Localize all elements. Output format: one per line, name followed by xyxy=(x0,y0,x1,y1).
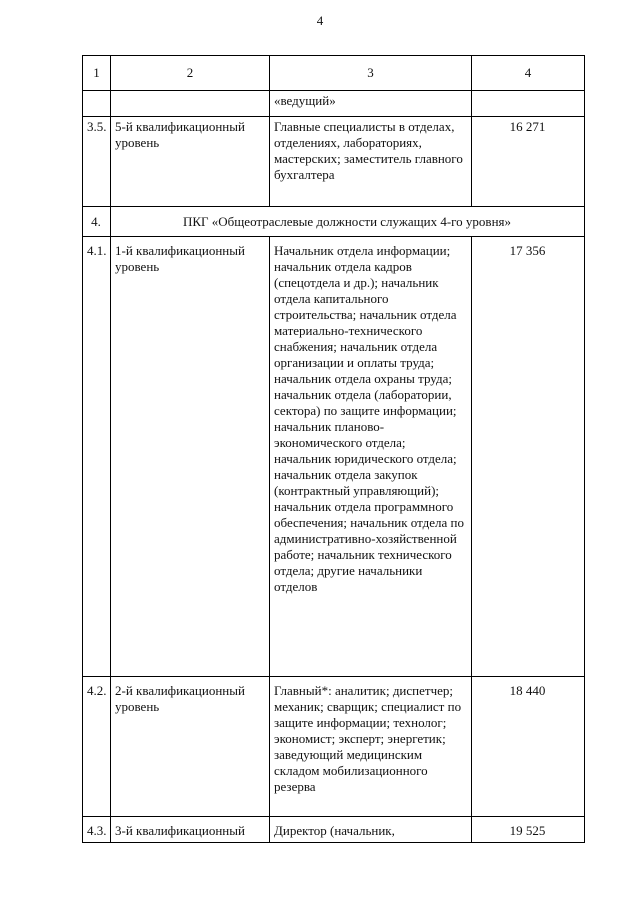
qualification-level: 1-й квалификационный уровень xyxy=(111,237,270,677)
positions-cell: Главные специалисты в отделах, отделениях, лабораториях, мастерских; заместитель главного бухгалтера xyxy=(270,117,472,207)
group-title: ПКГ «Общеотраслевые должности служащих 4-го уровня» xyxy=(111,207,585,237)
qualification-level: 3-й квалификационный xyxy=(111,817,270,843)
salary-cell: 17 356 xyxy=(472,237,585,677)
row-number: 4. xyxy=(83,207,111,237)
header-cell-4: 4 xyxy=(472,56,585,91)
row-number: 4.2. xyxy=(83,677,111,817)
salary-cell: 19 525 xyxy=(472,817,585,843)
salary-cell: 18 440 xyxy=(472,677,585,817)
qualification-level xyxy=(111,91,270,117)
row-number: 3.5. xyxy=(83,117,111,207)
salary-cell xyxy=(472,91,585,117)
table-row xyxy=(83,817,585,843)
positions-cell: «ведущий» xyxy=(270,91,472,117)
positions-cell: Директор (начальник, xyxy=(270,817,472,843)
page-number: 4 xyxy=(316,13,324,28)
salary-table xyxy=(82,55,585,843)
row-number: 4.3. xyxy=(83,817,111,843)
group-row xyxy=(83,207,585,237)
row-number xyxy=(83,91,111,117)
header-cell-1: 1 xyxy=(83,56,111,91)
positions-cell: Главный*: аналитик; диспетчер; механик; сварщик; специалист по защите информации; технолог; экономист; эксперт; энергетик; заведующий медицинским складом мобилизационного резерва xyxy=(270,677,472,817)
table-row xyxy=(83,237,585,677)
table-row xyxy=(83,117,585,207)
row-number: 4.1. xyxy=(83,237,111,677)
table-header-row xyxy=(83,56,585,91)
header-cell-2: 2 xyxy=(111,56,270,91)
header-cell-3: 3 xyxy=(270,56,472,91)
qualification-level: 5-й квалификационный уровень xyxy=(111,117,270,207)
table-row xyxy=(83,677,585,817)
salary-cell: 16 271 xyxy=(472,117,585,207)
qualification-level: 2-й квалификационный уровень xyxy=(111,677,270,817)
table-row-continuation xyxy=(83,91,585,117)
positions-cell: Начальник отдела информации; начальник отдела кадров (спецотдела и др.); начальник отдела капитального строительства; начальник отдела материально-технического снабжения; начальник отдела организации и оплаты труда; начальник отдела охраны труда; начальник отдела (лаборатории, сектора) по защите информации; начальник планово-экономического отдела; начальник юридического отдела; начальник отдела закупок (контрактный управляющий); начальник отдела программного обеспечения; начальник отдела по административно-хозяйственной работе; начальник технического отдела; другие начальники отделов xyxy=(270,237,472,677)
